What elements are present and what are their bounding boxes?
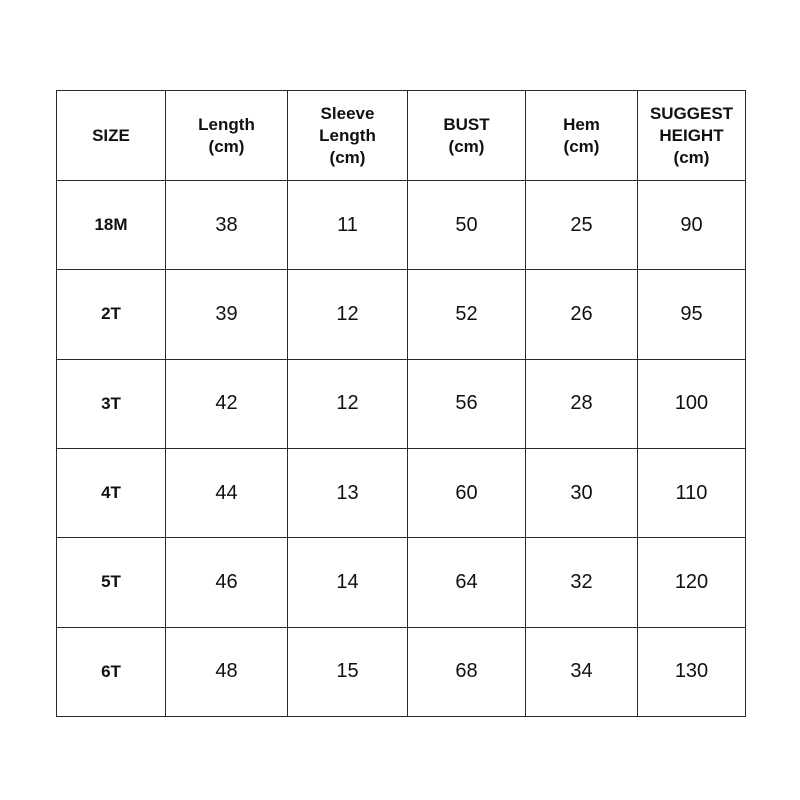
length-cell: 38 xyxy=(166,181,288,270)
table-row xyxy=(57,627,746,716)
suggest-height-cell: 90 xyxy=(638,181,746,270)
suggest-height-cell: 120 xyxy=(638,538,746,627)
header-length: Length (cm) xyxy=(166,91,288,181)
length-cell: 44 xyxy=(166,448,288,537)
hem-cell: 32 xyxy=(526,538,638,627)
size-cell: 18M xyxy=(57,181,166,270)
header-size: SIZE xyxy=(57,91,166,181)
table-row xyxy=(57,448,746,537)
hem-cell: 28 xyxy=(526,359,638,448)
length-cell: 48 xyxy=(166,627,288,716)
sleeve-length-cell: 14 xyxy=(288,538,408,627)
header-row xyxy=(57,91,746,181)
size-chart-table xyxy=(56,90,746,717)
table-row xyxy=(57,538,746,627)
header-sleeve-length: Sleeve Length (cm) xyxy=(288,91,408,181)
suggest-height-cell: 95 xyxy=(638,270,746,359)
hem-cell: 25 xyxy=(526,181,638,270)
bust-cell: 50 xyxy=(408,181,526,270)
header-bust: BUST (cm) xyxy=(408,91,526,181)
bust-cell: 64 xyxy=(408,538,526,627)
sleeve-length-cell: 15 xyxy=(288,627,408,716)
sleeve-length-cell: 13 xyxy=(288,448,408,537)
header-suggest-height: SUGGEST HEIGHT (cm) xyxy=(638,91,746,181)
length-cell: 46 xyxy=(166,538,288,627)
size-cell: 6T xyxy=(57,627,166,716)
suggest-height-cell: 100 xyxy=(638,359,746,448)
sleeve-length-cell: 12 xyxy=(288,359,408,448)
bust-cell: 68 xyxy=(408,627,526,716)
table-row xyxy=(57,359,746,448)
length-cell: 39 xyxy=(166,270,288,359)
table-row xyxy=(57,270,746,359)
size-cell: 4T xyxy=(57,448,166,537)
suggest-height-cell: 130 xyxy=(638,627,746,716)
size-cell: 3T xyxy=(57,359,166,448)
length-cell: 42 xyxy=(166,359,288,448)
sleeve-length-cell: 12 xyxy=(288,270,408,359)
sleeve-length-cell: 11 xyxy=(288,181,408,270)
hem-cell: 26 xyxy=(526,270,638,359)
bust-cell: 60 xyxy=(408,448,526,537)
suggest-height-cell: 110 xyxy=(638,448,746,537)
hem-cell: 34 xyxy=(526,627,638,716)
size-cell: 5T xyxy=(57,538,166,627)
hem-cell: 30 xyxy=(526,448,638,537)
bust-cell: 52 xyxy=(408,270,526,359)
header-hem: Hem (cm) xyxy=(526,91,638,181)
bust-cell: 56 xyxy=(408,359,526,448)
size-cell: 2T xyxy=(57,270,166,359)
table-row xyxy=(57,181,746,270)
